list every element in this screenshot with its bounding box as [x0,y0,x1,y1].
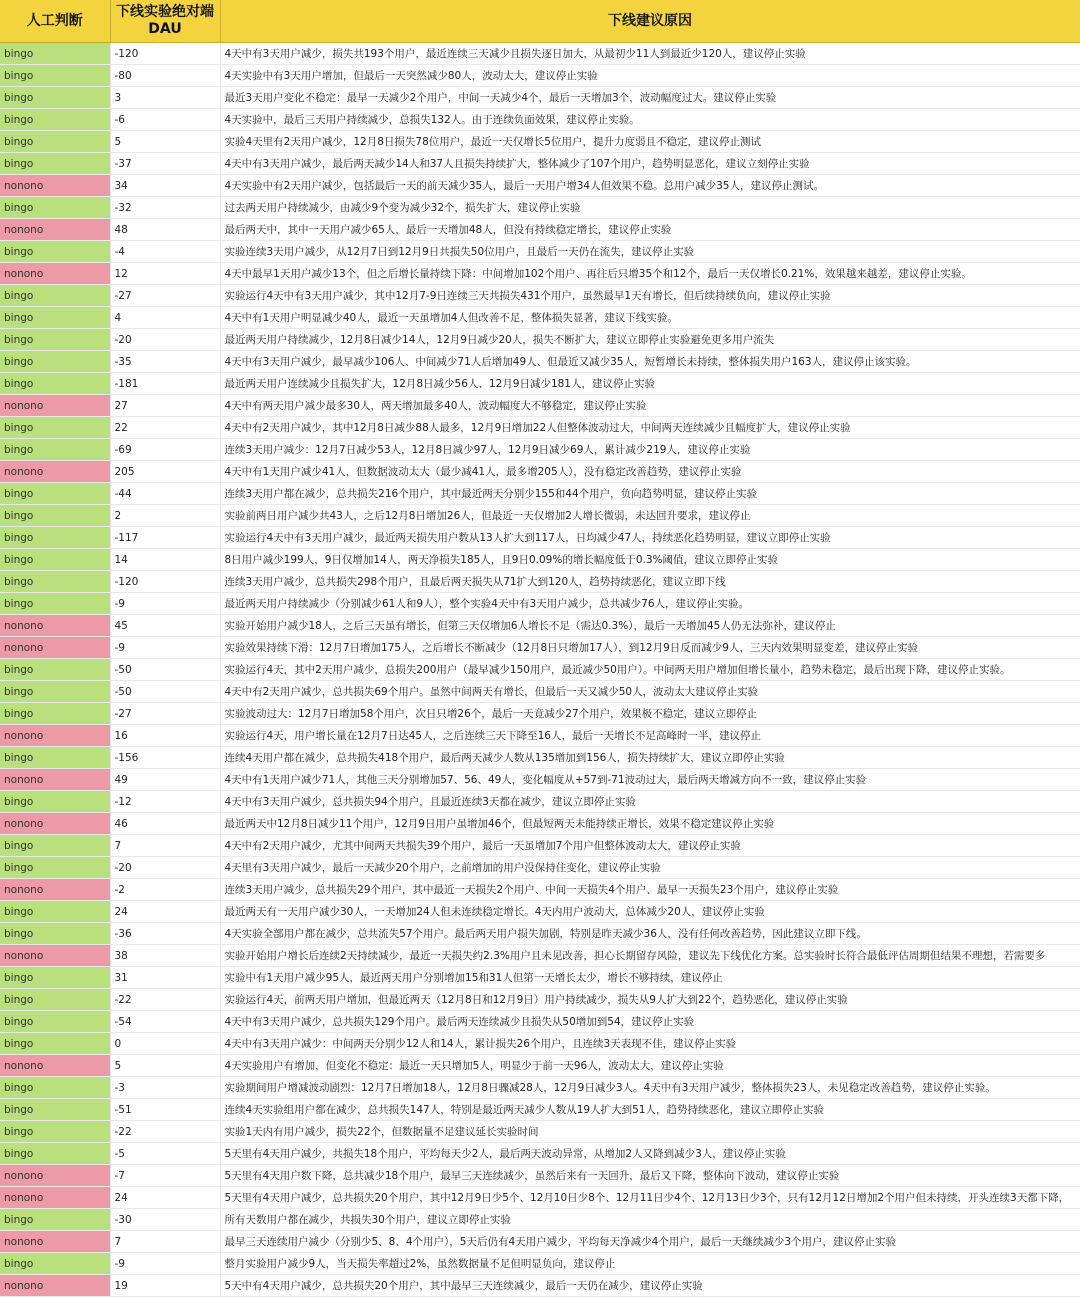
judgement-cell: bingo [0,747,110,769]
table-row [0,1209,1080,1231]
table-row [0,747,1080,769]
table-row [0,307,1080,329]
header-reason: 下线建议原因 [220,0,1080,43]
reason-cell: 4天中有2天用户减少，尤其中间两天共损失39个用户，最后一天虽增加7个用户但整体波动太大，建议停止实验 [220,835,1080,857]
reason-cell: 整月实验用户减少9人，当天损失率超过2%，虽然数据量不足但明显负向，建议停止 [220,1253,1080,1275]
judgement-cell: bingo [0,241,110,263]
judgement-cell: bingo [0,681,110,703]
dau-cell: -50 [110,659,220,681]
table-row [0,1121,1080,1143]
judgement-cell: bingo [0,483,110,505]
dau-cell: 45 [110,615,220,637]
judgement-cell: bingo [0,923,110,945]
table-row [0,505,1080,527]
judgement-cell: bingo [0,373,110,395]
reason-cell: 4天中最早1天用户减少13个，但之后增长量持续下降：中间增加102个用户、再往后只增35个和12个，最后一天仅增长0.21%，效果越来越差，建议停止实验。 [220,263,1080,285]
dau-cell: -35 [110,351,220,373]
reason-cell: 实验开始用户减少18人，之后三天虽有增长，但第三天仅增加6人增长不足（需达0.3%），最后一天增加45人仍无法弥补，建议停止 [220,615,1080,637]
reason-cell: 连续3天用户都在减少，总共损失216个用户，其中最近两天分别少155和44个用户，负向趋势明显，建议停止实验 [220,483,1080,505]
table-row [0,1055,1080,1077]
table-row [0,549,1080,571]
judgement-cell: bingo [0,1033,110,1055]
table-row [0,527,1080,549]
dau-cell: 31 [110,967,220,989]
reason-cell: 5天里有4天用户数下降，总共减少18个用户，最早三天连续减少，虽然后来有一天回升，最后又下降，整体向下波动，建议停止实验 [220,1165,1080,1187]
table-row [0,285,1080,307]
judgement-cell: bingo [0,1077,110,1099]
table-row [0,241,1080,263]
judgement-cell: bingo [0,109,110,131]
dau-cell: 7 [110,1231,220,1253]
reason-cell: 所有天数用户都在减少，共损失30个用户，建议立即停止实验 [220,1209,1080,1231]
dau-cell: 205 [110,461,220,483]
judgement-cell: bingo [0,131,110,153]
reason-cell: 实验1天内有用户减少，损失22个，但数据量不足建议延长实验时间 [220,1121,1080,1143]
header-manual-judgement: 人工判断 [0,0,110,43]
reason-cell: 连续3天用户减少：12月7日减少53人，12月8日减少97人，12月9日减少69人，累计减少219人，建议停止实验 [220,439,1080,461]
dau-cell: 14 [110,549,220,571]
judgement-cell: bingo [0,989,110,1011]
dau-cell: 5 [110,1055,220,1077]
table-row [0,109,1080,131]
dau-cell: 24 [110,901,220,923]
reason-cell: 4天实验全部用户都在减少，总共流失57个用户。最后两天用户损失加剧，特别是昨天减少36人，没有任何改善趋势，因此建议立即下线。 [220,923,1080,945]
dau-cell: 34 [110,175,220,197]
judgement-cell: bingo [0,65,110,87]
dau-cell: -36 [110,923,220,945]
table-row [0,197,1080,219]
judgement-cell: nonono [0,879,110,901]
judgement-cell: bingo [0,835,110,857]
reason-cell: 实验中有1天用户减少95人，最近两天用户分别增加15和31人但第一天增长太少，增长不够持续，建议停止 [220,967,1080,989]
dau-cell: 4 [110,307,220,329]
dau-cell: 16 [110,725,220,747]
table-row [0,681,1080,703]
table-row [0,857,1080,879]
judgement-cell: bingo [0,967,110,989]
judgement-cell: bingo [0,505,110,527]
table-row [0,1011,1080,1033]
reason-cell: 实验运行4天，其中2天用户减少，总损失200用户（最早减少150用户，最近减少50用户）。中间两天用户增加但增长量小，趋势未稳定，最后出现下降，建议停止实验。 [220,659,1080,681]
reason-cell: 4天中有3天用户减少，损失共193个用户，最近连续三天减少且损失逐日加大，从最初少11人到最近少120人，建议停止实验 [220,43,1080,65]
judgement-cell: bingo [0,703,110,725]
table-row [0,1033,1080,1055]
table-row [0,725,1080,747]
dau-cell: -9 [110,1253,220,1275]
reason-cell: 实验运行4天，前两天用户增加，但最近两天（12月8日和12月9日）用户持续减少，损失从9人扩大到22个，趋势恶化，建议停止实验 [220,989,1080,1011]
judgement-cell: nonono [0,813,110,835]
table-row [0,791,1080,813]
table-row [0,901,1080,923]
table-row [0,1275,1080,1297]
judgement-cell: bingo [0,901,110,923]
table-row [0,1077,1080,1099]
reason-cell: 4天中有3天用户减少，最早减少106人、中间减少71人后增加49人、但最近又减少35人，短暂增长未持续，整体损失用户163人，建议停止该实验。 [220,351,1080,373]
table-row [0,1099,1080,1121]
reason-cell: 4天实验用户有增加，但变化不稳定：最近一天只增加5人，明显少于前一天96人，波动太大，建议停止实验 [220,1055,1080,1077]
reason-cell: 4天实验中有3天用户增加，但最后一天突然减少80人，波动太大，建议停止实验 [220,65,1080,87]
reason-cell: 实验期间用户增减波动剧烈：12月7日增加18人，12月8日骤减28人，12月9日减少3人。4天中有3天用户减少，整体损失23人，未见稳定改善趋势，建议停止实验。 [220,1077,1080,1099]
table-row [0,769,1080,791]
table-row [0,461,1080,483]
reason-cell: 实验运行4天中有3天用户减少，其中12月7-9日连续三天共损失431个用户，虽然最早1天有增长，但后续持续负向，建议停止实验 [220,285,1080,307]
dau-cell: -156 [110,747,220,769]
dau-cell: -9 [110,637,220,659]
table-row [0,219,1080,241]
judgement-cell: nonono [0,637,110,659]
header-dau: 下线实验绝对端DAU [110,0,220,43]
reason-cell: 最近两天中12月8日减少11个用户，12月9日用户虽增加46个，但最短两天未能持续正增长，效果不稳定建议停止实验 [220,813,1080,835]
dau-cell: 48 [110,219,220,241]
reason-cell: 4天实验中有2天用户减少，包括最后一天的前天减少35人，最后一天用户增34人但效果不稳。总用户减少35人，建议停止测试。 [220,175,1080,197]
judgement-cell: nonono [0,725,110,747]
dau-cell: 24 [110,1187,220,1209]
table-row [0,395,1080,417]
table-row [0,1253,1080,1275]
dau-cell: -7 [110,1165,220,1187]
dau-cell: 12 [110,263,220,285]
dau-cell: 3 [110,87,220,109]
table-row [0,703,1080,725]
table-row [0,637,1080,659]
reason-cell: 5天里有4天用户减少，总共损失20个用户，其中12月9日少5个、12月10日少8个、12月11日少4个、12月13日少3个，只有12月12日增加2个用户但未持续，开头连续3天都下降， [220,1187,1080,1209]
reason-cell: 最近两天用户连续减少且损失扩大，12月8日减少56人、12月9日减少181人，建议停止实验 [220,373,1080,395]
dau-cell: -27 [110,285,220,307]
reason-cell: 5天中有4天用户减少，总共损失20个用户，其中最早三天连续减少，最后一天仍在减少，建议停止实验 [220,1275,1080,1297]
reason-cell: 4天中有3天用户减少，总共损失129个用户。最后两天连续减少且损失从50增加到54，建议停止实验 [220,1011,1080,1033]
judgement-cell: bingo [0,87,110,109]
reason-cell: 最后两天中，其中一天用户减少65人，最后一天增加48人，但没有持续稳定增长，建议停止实验 [220,219,1080,241]
table-row [0,1187,1080,1209]
dau-cell: -9 [110,593,220,615]
dau-cell: 46 [110,813,220,835]
table-row [0,813,1080,835]
reason-cell: 4天实验中，最后三天用户持续减少，总损失132人。由于连续负面效果，建议停止实验。 [220,109,1080,131]
table-row [0,417,1080,439]
header-row [0,0,1080,43]
dau-cell: -44 [110,483,220,505]
table-row [0,131,1080,153]
table-row [0,989,1080,1011]
dau-cell: -20 [110,857,220,879]
dau-cell: -37 [110,153,220,175]
dau-cell: 27 [110,395,220,417]
judgement-cell: bingo [0,43,110,65]
dau-cell: -120 [110,43,220,65]
reason-cell: 连续4天用户都在减少，总共损失418个用户，最后两天减少人数从135增加到156人，损失持续扩大，建议立即停止实验 [220,747,1080,769]
table-row [0,879,1080,901]
reason-cell: 连续3天用户减少，总共损失29个用户，其中最近一天损失2个用户、中间一天损失4个用户、最早一天损失23个用户，建议停止实验 [220,879,1080,901]
table-row [0,329,1080,351]
judgement-cell: bingo [0,197,110,219]
dau-cell: -117 [110,527,220,549]
table-row [0,659,1080,681]
table-row [0,571,1080,593]
table-row [0,1165,1080,1187]
reason-cell: 最近两天用户持续减少，12月8日减少14人，12月9日减少20人，损失不断扩大，建议立即停止实验避免更多用户流失 [220,329,1080,351]
reason-cell: 4天中有1天用户减少71人，其他三天分别增加57、56、49人，变化幅度从+57到-71波动过大，最后两天增减方向不一致，建议停止实验 [220,769,1080,791]
dau-cell: -27 [110,703,220,725]
dau-cell: -181 [110,373,220,395]
judgement-cell: nonono [0,263,110,285]
table-row [0,87,1080,109]
judgement-cell: bingo [0,1143,110,1165]
reason-cell: 4天中有3天用户减少，最后两天减少14人和37人且损失持续扩大，整体减少了107个用户，趋势明显恶化，建议立刻停止实验 [220,153,1080,175]
reason-cell: 实验连续3天用户减少，从12月7日到12月9日共损失50位用户，且最后一天仍在流失，建议停止实验 [220,241,1080,263]
table-row [0,263,1080,285]
judgement-cell: nonono [0,461,110,483]
reason-cell: 最近两天有一天用户减少30人，一天增加24人但未连续稳定增长。4天内用户波动大，总体减少20人，建议停止实验 [220,901,1080,923]
reason-cell: 实验4天里有2天用户减少，12月8日损失78位用户，最近一天仅增长5位用户，提升力度弱且不稳定，建议停止测试 [220,131,1080,153]
reason-cell: 实验效果持续下滑：12月7日增加175人，之后增长不断减少（12月8日只增加17人），到12月9日反而减少9人，三天内效果明显变差，建议停止实验 [220,637,1080,659]
table-row [0,945,1080,967]
dau-cell: 5 [110,131,220,153]
judgement-cell: bingo [0,439,110,461]
reason-cell: 连续4天实验组用户都在减少，总共损失147人，特别是最近两天减少人数从19人扩大到51人，趋势持续恶化，建议立即停止实验 [220,1099,1080,1121]
dau-cell: -20 [110,329,220,351]
judgement-cell: bingo [0,659,110,681]
table-row [0,967,1080,989]
table-row [0,65,1080,87]
reason-cell: 实验波动过大：12月7日增加58个用户，次日只增26个，最后一天竟减少27个用户，效果极不稳定，建议立即停止 [220,703,1080,725]
table-row [0,43,1080,65]
dau-cell: 19 [110,1275,220,1297]
judgement-cell: nonono [0,615,110,637]
dau-cell: 49 [110,769,220,791]
judgement-cell: nonono [0,1187,110,1209]
reason-cell: 8日用户减少199人，9日仅增加14人，两天净损失185人，且9日0.09%的增长幅度低于0.3%阈值，建议立即停止实验 [220,549,1080,571]
judgement-cell: bingo [0,307,110,329]
judgement-cell: bingo [0,527,110,549]
dau-cell: -2 [110,879,220,901]
reason-cell: 4天中有2天用户减少，其中12月8日减少88人最多，12月9日增加22人但整体波动过大，中间两天连续减少且幅度扩大，建议停止实验 [220,417,1080,439]
dau-cell: -30 [110,1209,220,1231]
judgement-cell: bingo [0,351,110,373]
judgement-cell: bingo [0,593,110,615]
reason-cell: 过去两天用户持续减少，由减少9个变为减少32个，损失扩大，建议停止实验 [220,197,1080,219]
dau-cell: -32 [110,197,220,219]
reason-cell: 4天中有3天用户减少：中间两天分别少12人和14人，累计损失26个用户，且连续3天表现不佳，建议停止实验 [220,1033,1080,1055]
judgement-cell: nonono [0,395,110,417]
dau-cell: -22 [110,1121,220,1143]
judgement-cell: bingo [0,1209,110,1231]
judgement-cell: bingo [0,549,110,571]
judgement-cell: nonono [0,769,110,791]
dau-cell: -12 [110,791,220,813]
table-row [0,153,1080,175]
dau-cell: 2 [110,505,220,527]
reason-cell: 实验运行4天中有3天用户减少，最近两天损失用户数从13人扩大到117人，日均减少47人，持续恶化趋势明显，建议立即停止实验 [220,527,1080,549]
reason-cell: 最近3天用户变化不稳定：最早一天减少2个用户，中间一天减少4个，最后一天增加3个，波动幅度过大。建议停止实验 [220,87,1080,109]
judgement-cell: bingo [0,153,110,175]
table-row [0,439,1080,461]
reason-cell: 最近两天用户持续减少（分别减少61人和9人），整个实验4天中有3天用户减少，总共减少76人，建议停止实验。 [220,593,1080,615]
judgement-cell: nonono [0,1275,110,1297]
judgement-cell: nonono [0,945,110,967]
table-row [0,483,1080,505]
dau-cell: -51 [110,1099,220,1121]
judgement-cell: bingo [0,417,110,439]
judgement-cell: bingo [0,571,110,593]
judgement-cell: nonono [0,1165,110,1187]
table-row [0,615,1080,637]
judgement-cell: nonono [0,1231,110,1253]
reason-cell: 连续3天用户减少，总共损失298个用户，且最后两天损失从71扩大到120人，趋势持续恶化，建议立即下线 [220,571,1080,593]
dau-cell: -4 [110,241,220,263]
table-row [0,923,1080,945]
reason-cell: 4天里有3天用户减少，最后一天减少20个用户，之前增加的用户没保持住变化，建议停止实验 [220,857,1080,879]
reason-cell: 4天中有1天用户减少41人，但数据波动太大（最少减41人，最多增205人），没有稳定改善趋势，建议停止实验 [220,461,1080,483]
reason-cell: 实验运行4天，用户增长量在12月7日达45人，之后连续三天下降至16人，最后一天增长不足高峰时一半，建议停止 [220,725,1080,747]
judgement-cell: bingo [0,1253,110,1275]
dau-cell: -120 [110,571,220,593]
dau-cell: 38 [110,945,220,967]
reason-cell: 实验开始用户增长后连续2天持续减少，最近一天损失约2.3%用户且未见改善，担心长期留存风险，建议先下线优化方案。总实验时长符合最低评估周期但结果不理想，若需要多 [220,945,1080,967]
dau-cell: 22 [110,417,220,439]
reason-cell: 4天中有两天用户减少最多30人，两天增加最多40人，波动幅度大不够稳定，建议停止实验 [220,395,1080,417]
reason-cell: 4天中有3天用户减少，总共损失94个用户，且最近连续3天都在减少，建议立即停止实验 [220,791,1080,813]
reason-cell: 实验前两日用户减少共43人，之后12月8日增加26人，但最近一天仅增加2人增长微弱，未达回升要求，建议停止 [220,505,1080,527]
table-row [0,373,1080,395]
judgement-cell: bingo [0,285,110,307]
dau-cell: -69 [110,439,220,461]
table-row [0,175,1080,197]
table-row [0,1143,1080,1165]
judgement-cell: bingo [0,329,110,351]
table-row [0,593,1080,615]
table-row [0,835,1080,857]
judgement-cell: nonono [0,219,110,241]
dau-cell: -80 [110,65,220,87]
dau-cell: -5 [110,1143,220,1165]
dau-cell: 0 [110,1033,220,1055]
judgement-cell: bingo [0,1099,110,1121]
reason-cell: 4天中有1天用户明显减少40人，最近一天虽增加4人但改善不足，整体损失显著，建议下线实验。 [220,307,1080,329]
dau-cell: 7 [110,835,220,857]
judgement-cell: nonono [0,175,110,197]
table-row [0,351,1080,373]
dau-cell: -54 [110,1011,220,1033]
judgement-cell: bingo [0,1011,110,1033]
reason-cell: 5天里有4天用户减少，共损失18个用户，平均每天少2人，最后两天波动异常，从增加2人又降到减少3人，建议停止实验 [220,1143,1080,1165]
reason-cell: 4天中有2天用户减少，总共损失69个用户。虽然中间两天有增长，但最后一天又减少50人，波动太大建议停止实验 [220,681,1080,703]
judgement-cell: nonono [0,1055,110,1077]
dau-cell: -50 [110,681,220,703]
table-body [0,43,1080,1297]
reason-cell: 最早三天连续用户减少（分别少5、8、4个用户），5天后仍有4天用户减少，平均每天净减少4个用户，最后一天继续减少3个用户，建议停止实验 [220,1231,1080,1253]
judgement-cell: bingo [0,791,110,813]
table-row [0,1231,1080,1253]
dau-cell: -3 [110,1077,220,1099]
judgement-cell: bingo [0,1121,110,1143]
dau-cell: -22 [110,989,220,1011]
judgement-cell: bingo [0,857,110,879]
dau-cell: -6 [110,109,220,131]
